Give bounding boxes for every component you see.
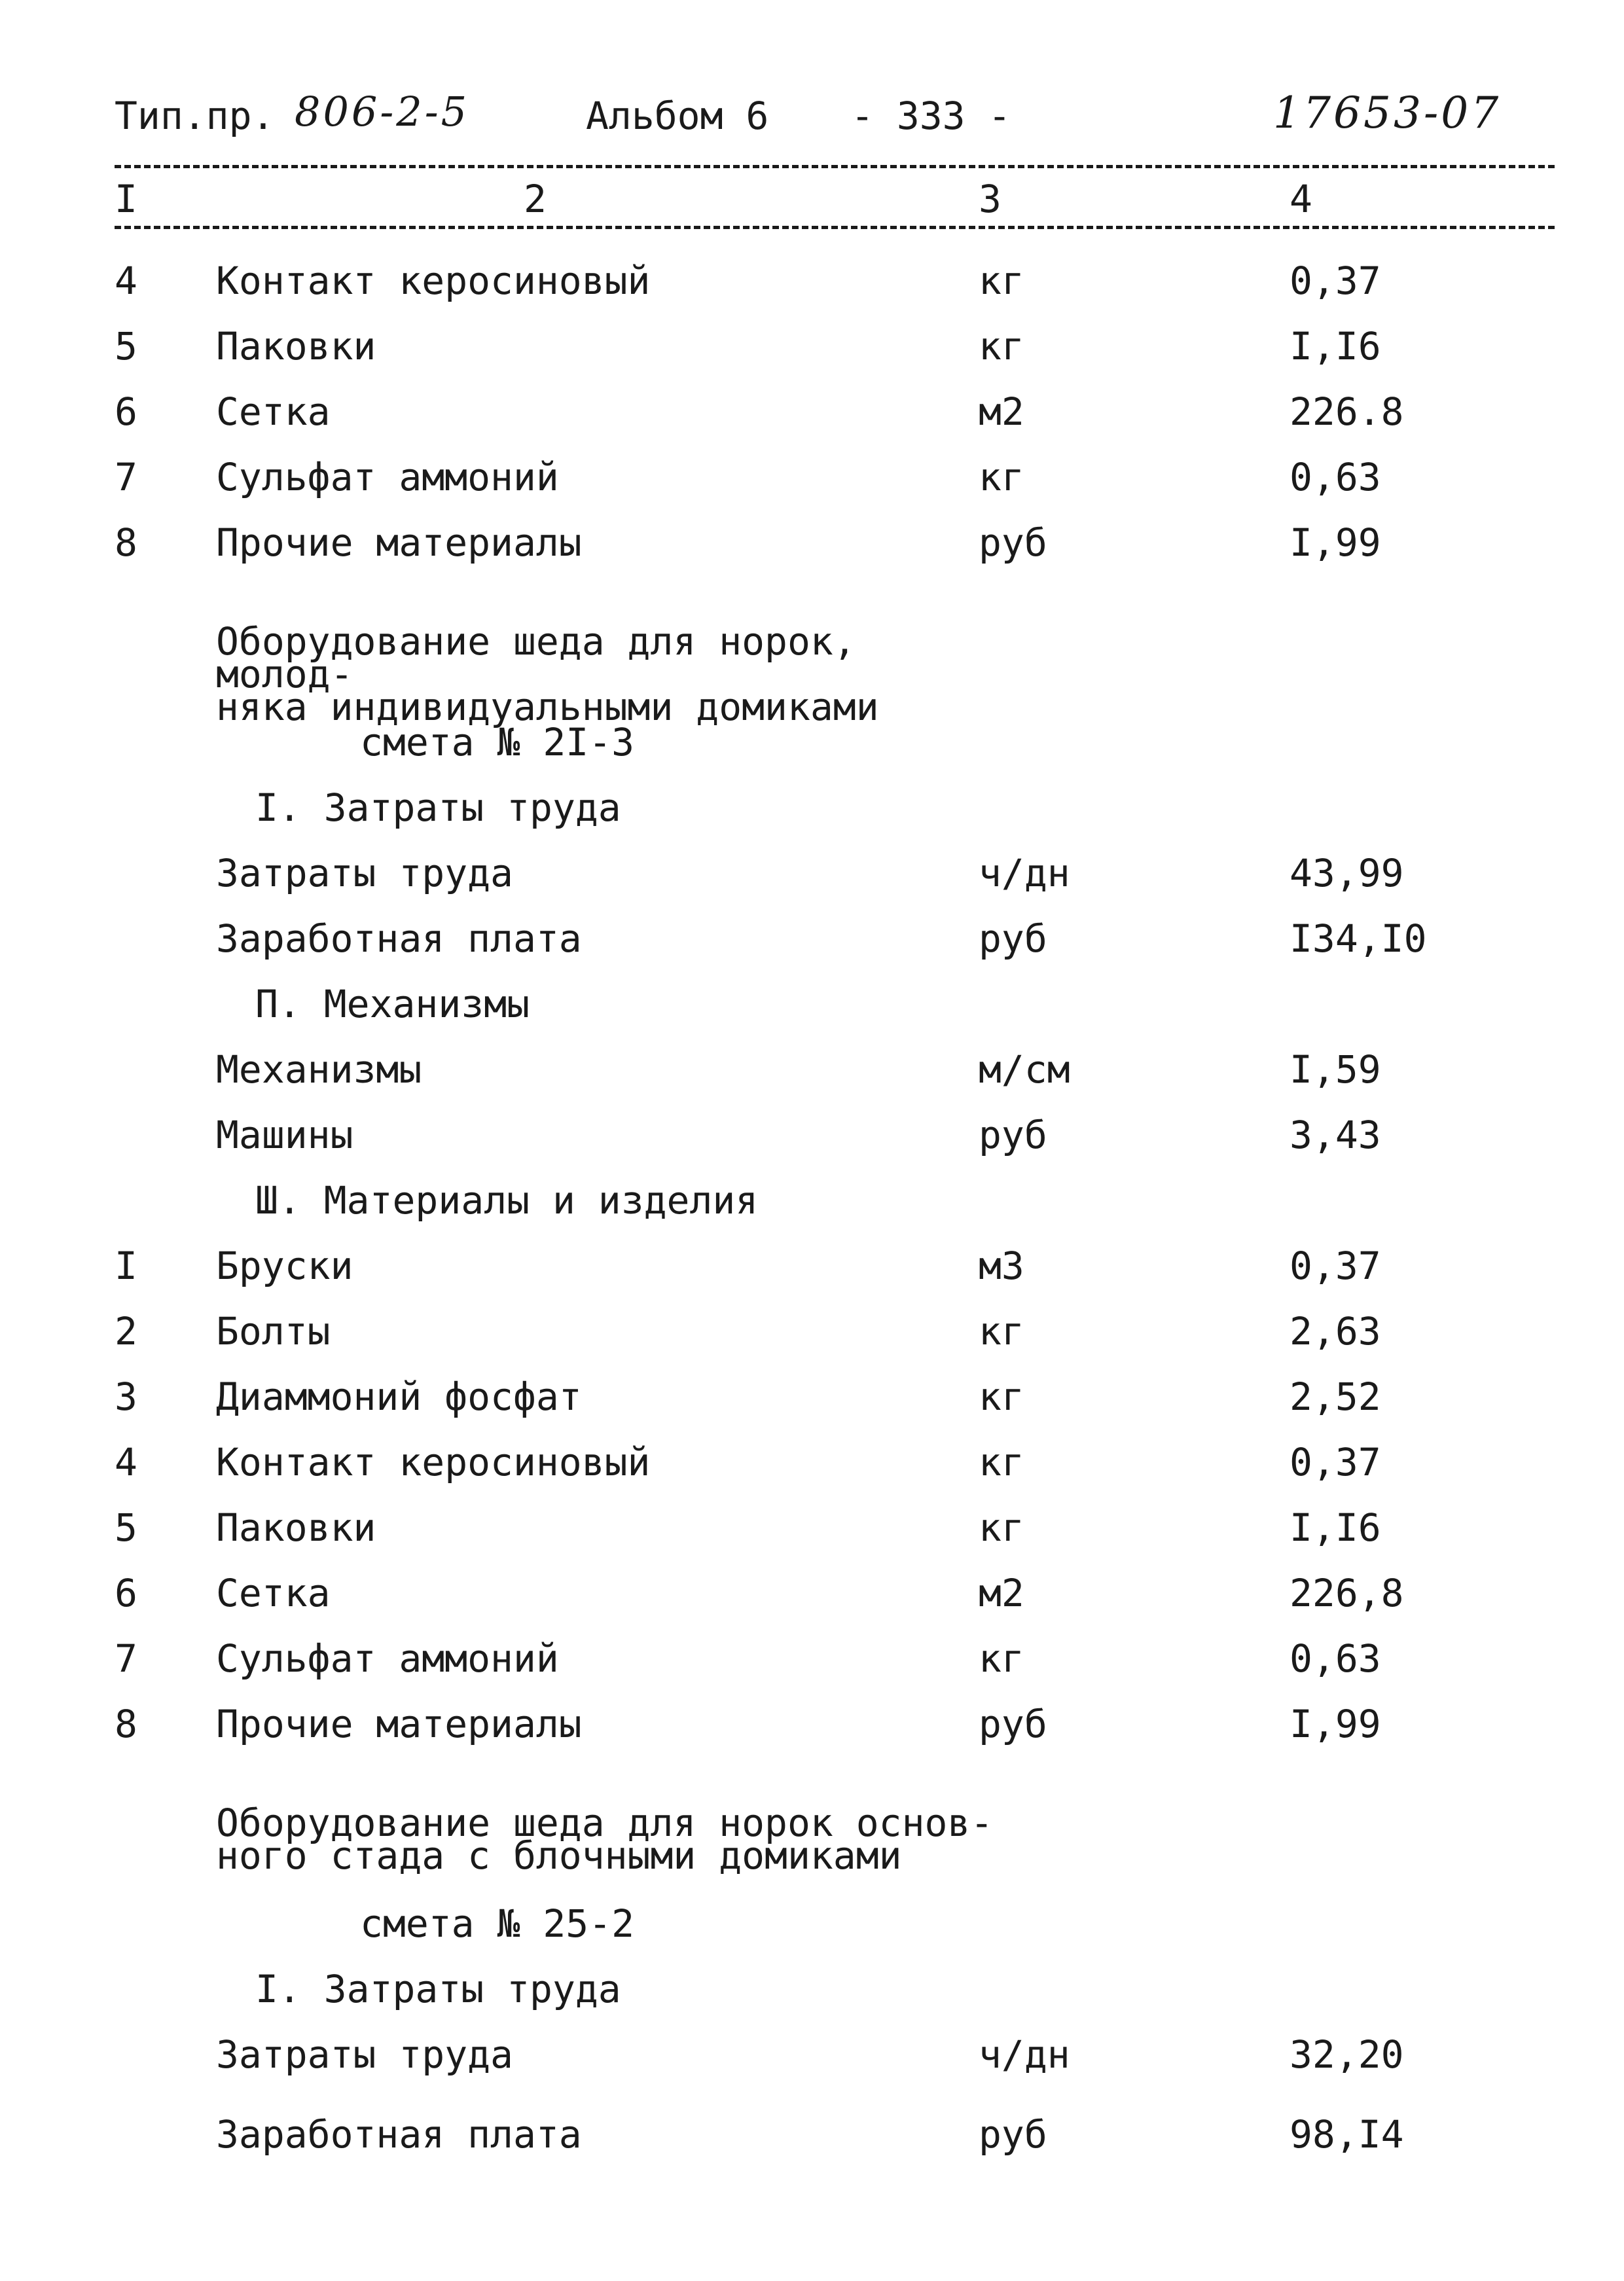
row-value: 0,37 xyxy=(1290,1440,1381,1484)
section1-materials-heading: Ш. Материалы и изделия xyxy=(255,1178,759,1223)
row-name: Диаммоний фосфат xyxy=(216,1374,582,1419)
section2-labor-heading: I. Затраты труда xyxy=(255,1967,621,2011)
row-unit: кг xyxy=(979,1309,1024,1354)
column-header-2: 2 xyxy=(524,177,547,221)
row-value: 226,8 xyxy=(1290,1571,1404,1615)
row-unit: кг xyxy=(979,1636,1024,1681)
row-name: Контакт керосиновый xyxy=(216,259,651,303)
row-value: I,99 xyxy=(1290,1702,1381,1746)
row-value: 0,63 xyxy=(1290,1636,1381,1681)
row-name: Бруски xyxy=(216,1244,353,1288)
row-name: Сульфат аммоний xyxy=(216,1636,559,1681)
section2-title-line2: ного стада с блочными домиками xyxy=(216,1833,902,1878)
row-unit: м3 xyxy=(979,1244,1024,1288)
section1-mech-value-2: 3,43 xyxy=(1290,1113,1381,1157)
row-name: Контакт керосиновый xyxy=(216,1440,651,1484)
row-unit: кг xyxy=(979,1505,1024,1550)
row-number: 4 xyxy=(115,1440,137,1484)
row-value: 0,37 xyxy=(1290,259,1381,303)
row-name: Прочие материалы xyxy=(216,520,582,565)
section2-labor-value-1: 32,20 xyxy=(1290,2032,1404,2077)
row-name: Болты xyxy=(216,1309,331,1354)
row-name: Сульфат аммоний xyxy=(216,455,559,499)
row-name: Сетка xyxy=(216,389,331,434)
section1-labor-value-2: I34,I0 xyxy=(1290,916,1427,961)
section2-labor-name-1: Затраты труда xyxy=(216,2032,513,2077)
row-unit: м2 xyxy=(979,389,1024,434)
section1-mech-heading: П. Механизмы xyxy=(255,982,530,1026)
row-number: I xyxy=(115,1244,137,1288)
row-number: 6 xyxy=(115,389,137,434)
row-number: 4 xyxy=(115,259,137,303)
row-value: I,I6 xyxy=(1290,324,1381,368)
row-number: 7 xyxy=(115,1636,137,1681)
section1-labor-name-2: Заработная плата xyxy=(216,916,582,961)
section1-labor-name-1: Затраты труда xyxy=(216,851,513,895)
row-value: 226.8 xyxy=(1290,389,1404,434)
divider-bottom xyxy=(115,226,1555,229)
row-unit: кг xyxy=(979,259,1024,303)
section2-title-line1: Оборудование шеда для норок основ- xyxy=(216,1801,994,1845)
row-value: 0,37 xyxy=(1290,1244,1381,1288)
row-unit: м2 xyxy=(979,1571,1024,1615)
row-value: 2,52 xyxy=(1290,1374,1381,1419)
row-number: 8 xyxy=(115,520,137,565)
header-document-number: 17653-07 xyxy=(1273,88,1502,138)
row-number: 5 xyxy=(115,324,137,368)
row-name: Паковки xyxy=(216,324,376,368)
section2-labor-unit-2: руб xyxy=(979,2112,1047,2157)
section1-mech-unit-2: руб xyxy=(979,1113,1047,1157)
header-album: Альбом 6 xyxy=(586,94,769,138)
divider-top xyxy=(115,165,1555,168)
row-unit: кг xyxy=(979,1374,1024,1419)
header-page-number: - 333 - xyxy=(851,94,1011,138)
column-header-3: 3 xyxy=(979,177,1001,221)
section2-estimate: смета № 25-2 xyxy=(360,1901,635,1946)
section1-title-line1: Оборудование шеда для норок, молод- xyxy=(216,619,856,696)
section1-title xyxy=(216,619,1001,729)
header-type-label: Тип.пр. xyxy=(115,94,275,138)
row-unit: кг xyxy=(979,1440,1024,1484)
row-value: I,I6 xyxy=(1290,1505,1381,1550)
row-number: 5 xyxy=(115,1505,137,1550)
section1-title-line2: няка индивидуальными домиками xyxy=(216,685,879,729)
section1-labor-unit-1: ч/дн xyxy=(979,851,1070,895)
row-number: 7 xyxy=(115,455,137,499)
section1-labor-heading: I. Затраты труда xyxy=(255,785,621,830)
section1-labor-unit-2: руб xyxy=(979,916,1047,961)
section2-labor-value-2: 98,I4 xyxy=(1290,2112,1404,2157)
section1-mech-value-1: I,59 xyxy=(1290,1047,1381,1092)
section1-estimate: смета № 2I-3 xyxy=(360,720,635,764)
row-unit: кг xyxy=(979,324,1024,368)
row-name: Паковки xyxy=(216,1505,376,1550)
section1-labor-value-1: 43,99 xyxy=(1290,851,1404,895)
section1-mech-name-1: Механизмы xyxy=(216,1047,422,1092)
column-header-1: I xyxy=(115,177,137,221)
row-number: 3 xyxy=(115,1374,137,1419)
row-number: 8 xyxy=(115,1702,137,1746)
row-number: 2 xyxy=(115,1309,137,1354)
section2-labor-name-2: Заработная плата xyxy=(216,2112,582,2157)
row-unit: руб xyxy=(979,1702,1047,1746)
row-number: 6 xyxy=(115,1571,137,1615)
column-header-4: 4 xyxy=(1290,177,1312,221)
row-value: 0,63 xyxy=(1290,455,1381,499)
row-unit: кг xyxy=(979,455,1024,499)
section1-mech-unit-1: м/см xyxy=(979,1047,1070,1092)
header-project-number: 806-2-5 xyxy=(295,88,470,135)
section2-labor-unit-1: ч/дн xyxy=(979,2032,1070,2077)
section1-mech-name-2: Машины xyxy=(216,1113,353,1157)
row-value: I,99 xyxy=(1290,520,1381,565)
section2-title xyxy=(216,1801,1001,1878)
row-name: Прочие материалы xyxy=(216,1702,582,1746)
row-value: 2,63 xyxy=(1290,1309,1381,1354)
row-name: Сетка xyxy=(216,1571,331,1615)
row-unit: руб xyxy=(979,520,1047,565)
